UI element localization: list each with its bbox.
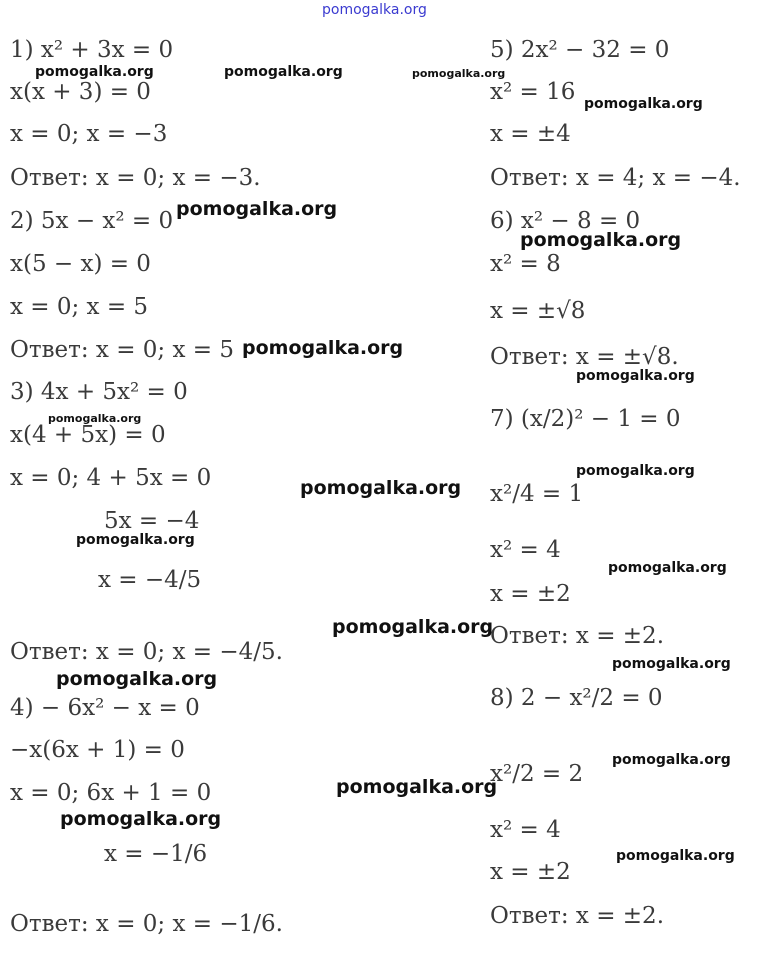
equation-line: x = ±4 — [490, 121, 571, 147]
equation-line: x²/2 = 2 — [490, 761, 584, 787]
watermark: pomogalka.org — [224, 64, 343, 80]
equation-line: x(x + 3) = 0 — [10, 79, 151, 105]
watermark: pomogalka.org — [612, 656, 731, 672]
answer-line: Ответ: x = ±2. — [490, 623, 665, 649]
equation-line: x = −4/5 — [98, 567, 202, 593]
watermark: pomogalka.org — [520, 229, 682, 251]
watermark: pomogalka.org — [332, 616, 494, 638]
watermark: pomogalka.org — [576, 368, 695, 384]
equation-line: 7) (x/2)² − 1 = 0 — [490, 406, 681, 432]
equation-line: −x(6x + 1) = 0 — [10, 737, 185, 763]
answer-line: Ответ: x = 0; x = −4/5. — [10, 639, 283, 665]
watermark: pomogalka.org — [60, 808, 222, 830]
equation-line: x² = 4 — [490, 537, 561, 563]
watermark: pomogalka.org — [176, 198, 338, 220]
equation-line: x²/4 = 1 — [490, 481, 584, 507]
equation-line: 4) − 6x² − x = 0 — [10, 695, 200, 721]
equation-line: 2) 5x − x² = 0 — [10, 208, 174, 234]
equation-line: x = −1/6 — [104, 841, 208, 867]
watermark: pomogalka.org — [48, 412, 142, 425]
equation-line: x(4 + 5x) = 0 — [10, 422, 166, 448]
equation-line: 1) x² + 3x = 0 — [10, 37, 174, 63]
equation-line: x = 0; 4 + 5x = 0 — [10, 465, 212, 491]
watermark: pomogalka.org — [576, 463, 695, 479]
equation-line: x² = 4 — [490, 817, 561, 843]
equation-line: x = 0; x = 5 — [10, 294, 149, 320]
equation-line: x = ±2 — [490, 581, 571, 607]
equation-line: x = ±√8 — [490, 298, 586, 324]
watermark: pomogalka.org — [76, 532, 195, 548]
watermark: pomogalka.org — [612, 752, 731, 768]
equation-line: 3) 4x + 5x² = 0 — [10, 379, 188, 405]
watermark: pomogalka.org — [300, 477, 462, 499]
equation-line: 5) 2x² − 32 = 0 — [490, 37, 670, 63]
watermark: pomogalka.org — [616, 848, 735, 864]
equation-line: x = 0; 6x + 1 = 0 — [10, 780, 212, 806]
equation-line: 5x = −4 — [104, 508, 200, 534]
watermark: pomogalka.org — [56, 668, 218, 690]
answer-line: Ответ: x = 0; x = 5 — [10, 337, 234, 363]
answer-line: Ответ: x = 4; x = −4. — [490, 165, 741, 191]
equation-line: 8) 2 − x²/2 = 0 — [490, 685, 663, 711]
watermark-top: pomogalka.org — [322, 2, 427, 18]
equation-line: x² = 16 — [490, 79, 576, 105]
watermark: pomogalka.org — [35, 64, 154, 80]
equation-line: x² = 8 — [490, 251, 561, 277]
watermark: pomogalka.org — [584, 96, 703, 112]
equation-line: x = 0; x = −3 — [10, 121, 168, 147]
answer-line: Ответ: x = ±2. — [490, 903, 665, 929]
equation-line: 6) x² − 8 = 0 — [490, 208, 641, 234]
equation-line: x(5 − x) = 0 — [10, 251, 151, 277]
watermark: pomogalka.org — [608, 560, 727, 576]
watermark: pomogalka.org — [412, 67, 506, 80]
equation-line: x = ±2 — [490, 859, 571, 885]
answer-line: Ответ: x = 0; x = −1/6. — [10, 911, 283, 937]
answer-line: Ответ: x = ±√8. — [490, 344, 679, 370]
answer-line: Ответ: x = 0; x = −3. — [10, 165, 261, 191]
watermark: pomogalka.org — [336, 776, 498, 798]
watermark: pomogalka.org — [242, 337, 404, 359]
